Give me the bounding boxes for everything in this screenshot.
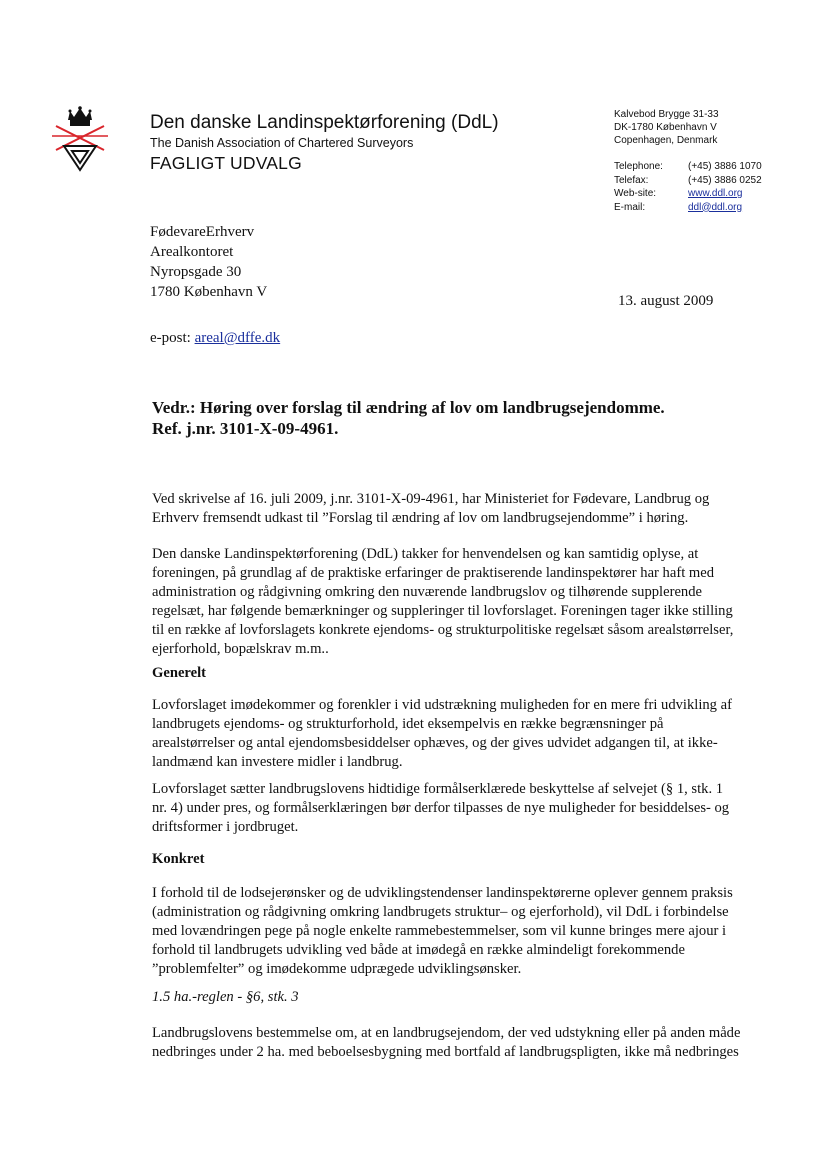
- paragraph-line: I forhold til de lodsejerønsker og de udviklingstendenser landinspektørerne oplever gennem praksis: [152, 885, 733, 901]
- telefax-row: [614, 174, 762, 188]
- paragraph-line: Ved skrivelse af 16. juli 2009, j.nr. 3101-X-09-4961, har Ministeriet for Fødevare, Landbrug og: [152, 491, 710, 507]
- paragraph-line: med lovændringen pege på nogle enkelte rammebestemmelser, som vil kunne bringes mere ajour i: [152, 923, 727, 939]
- org-name: Den danske Landinspektørforening (DdL): [150, 112, 499, 133]
- telephone-value: (+45) 3886 1070: [688, 161, 762, 172]
- paragraph-line: administration og rådgivning omkring den nuværende landbrugslov og tilhørende supplerende: [152, 584, 702, 600]
- address-line: Copenhagen, Denmark: [614, 135, 718, 146]
- recipient-line: Arealkontoret: [150, 244, 234, 260]
- telefax-label: Telefax:: [614, 174, 649, 186]
- paragraph-line: Erhverv fremsendt udkast til ”Forslag til ændring af lov om landbrugsejendomme” i høring.: [152, 510, 689, 526]
- email-row: [614, 201, 762, 215]
- paragraph-line: ejerforhold, bopælskrav m.m..: [152, 641, 329, 657]
- paragraph-line: Landbrugslovens bestemmelse om, at en landbrugsejendom, der ved udstykning eller på anden måde: [152, 1025, 741, 1041]
- ddl-logo: [52, 106, 108, 174]
- crown-icon: [68, 106, 92, 126]
- org-subtitle: The Danish Association of Chartered Surveyors: [150, 136, 414, 150]
- paragraph-line: foreningen, på grundlag af de praktiske erfaringer de praktiserende landinspektører har haft med: [152, 565, 715, 581]
- paragraph-3: [152, 696, 752, 772]
- paragraph-line: Lovforslaget imødekommer og forenkler i vid udstrækning muligheden for en mere fri udvikling af: [152, 697, 732, 713]
- heading-generelt: Generelt: [152, 665, 207, 681]
- subject-reference: Ref. j.nr. 3101-X-09-4961.: [152, 419, 339, 438]
- paragraph-line: nr. 4) under pres, og formålserklæringen bør derfor tilpasses de nye muligheder for besiddelses- og: [152, 800, 730, 816]
- paragraph-line: (administration og rådgivning omkring landbrugets struktur– og ejerforhold), vil DdL i forbindelse: [152, 904, 729, 920]
- letter-date: 13. august 2009: [618, 293, 714, 309]
- paragraph-line: Lovforslaget sætter landbrugslovens hidtidige formålserklærede beskyttelse af selvejet (§ 1, stk. 1: [152, 781, 724, 797]
- email-link[interactable]: ddl@ddl.org: [688, 201, 743, 213]
- recipient-line: Nyropsgade 30: [150, 264, 242, 280]
- contact-info: [614, 160, 762, 214]
- recipient-email: [150, 330, 280, 347]
- paragraph-1: [152, 490, 752, 528]
- website-link[interactable]: www.ddl.org: [688, 188, 743, 199]
- paragraph-line: driftsformer i jordbruget.: [152, 819, 299, 835]
- heading-konkret: Konkret: [152, 851, 205, 867]
- paragraph-line: ”problemfelter” og imødekomme udprægede udviklingsønsker.: [152, 961, 522, 977]
- email-label: E-mail:: [614, 201, 646, 213]
- address-line: DK-1780 København V: [614, 122, 717, 133]
- email-prefix: e-post:: [150, 330, 195, 346]
- paragraph-5: [152, 884, 752, 979]
- paragraph-line: nedbringes under 2 ha. med beboelsesbygning med bortfald af landbrugspligten, ikke må nedbringes: [152, 1044, 739, 1060]
- paragraph-line: landbrugets ejendoms- og strukturforhold, idet eksempelvis en række begrænsninger på: [152, 716, 664, 732]
- paragraph-4: [152, 780, 752, 837]
- department-title: FAGLIGT UDVALG: [150, 153, 302, 173]
- paragraph-line: Den danske Landinspektørforening (DdL) takker for henvendelsen og kan samtidig oplyse, at: [152, 546, 699, 562]
- paragraph-line: regelsæt, har følgende bemærkninger og suppleringer til lovforslaget. Foreningen tager ikke stilling: [152, 603, 733, 619]
- paragraph-line: arealstørrelser og antal ejendomsbesiddelser ophæves, og der gives udvidet adgangen til, at ikke-: [152, 735, 718, 751]
- recipient-line: 1780 København V: [150, 284, 268, 300]
- telephone-row: [614, 160, 762, 174]
- paragraph-line: landmænd kan investere midler i landbrug.: [152, 754, 403, 770]
- paragraph-2: [152, 545, 752, 659]
- telephone-label: Telephone:: [614, 161, 663, 172]
- recipient-line: FødevareErhverv: [150, 224, 255, 240]
- triangle-icon: [64, 146, 96, 170]
- address-line: Kalvebod Brygge 31-33: [614, 109, 719, 120]
- org-address: [614, 108, 719, 147]
- website-label: Web-site:: [614, 188, 657, 199]
- subheading-1-5-ha-reglen: 1.5 ha.-reglen - §6, stk. 3: [152, 989, 299, 1005]
- subject-line: Vedr.: Høring over forslag til ændring af lov om landbrugsejendomme.: [152, 398, 665, 417]
- paragraph-line: til en række af lovforslagets konkrete ejendoms- og strukturpolitiske regelsæt såsom arealstørrelser,: [152, 622, 734, 638]
- recipient-address: [150, 222, 267, 302]
- subject: [152, 397, 665, 439]
- website-row: [614, 187, 762, 201]
- telefax-value: (+45) 3886 0252: [688, 174, 762, 186]
- paragraph-line: forhold til landbrugets udvikling ved både at imødegå en række almindeligt forekommende: [152, 942, 685, 958]
- recipient-email-link[interactable]: areal@dffe.dk: [194, 330, 281, 346]
- paragraph-6: [152, 1024, 752, 1062]
